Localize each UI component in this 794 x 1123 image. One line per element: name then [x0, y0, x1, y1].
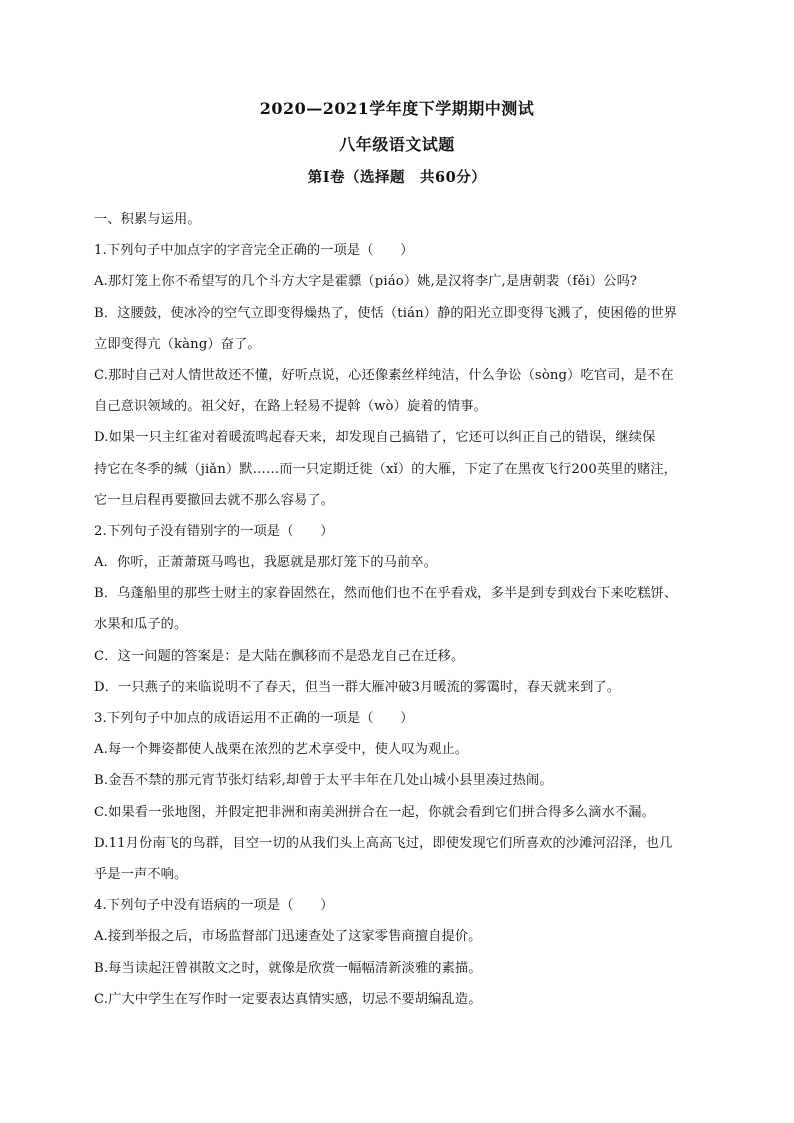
question-1-stem: 1.下列句子中加点字的字音完全正确的一项是（ ）: [94, 243, 414, 259]
question-1-option-b-cont: 立即变得亢（kàng）奋了。: [94, 336, 261, 352]
question-2-stem: 2.下列句子没有错别字的一项是（ ）: [94, 523, 334, 539]
question-3-option-a: A.每一个舞姿都使人战栗在浓烈的艺术享受中，使人叹为观止。: [94, 742, 469, 758]
question-1-option-a: A.那灯笼上你不希望写的几个斗方大字是霍骠（piáo）姚,是汉将李广,是唐朝裴（fěi）公吗?: [94, 274, 638, 290]
question-2-option-b: B．乌蓬船里的那些士财主的家眷固然在，然而他们也不在乎看戏，多半是到专到戏台下来吃糕饼、: [94, 586, 678, 602]
question-3-option-d: D.11月份南飞的鸟群，目空一切的从我们头上高高飞过，即使发现它们所喜欢的沙滩河沼泽，也几: [94, 835, 673, 851]
question-1-option-c-cont: 自己意识领域的。祖父好，在路上轻易不提斡（wò）旋着的情事。: [94, 399, 487, 415]
question-1-option-d: D.如果一只主红雀对着暖流鸣起春天来，却发现自己搞错了，它还可以纠正自己的错误，继续保: [94, 430, 656, 446]
question-3-option-d-cont: 乎是一声不响。: [94, 866, 188, 882]
question-3-option-c: C.如果看一张地图，并假定把非洲和南美洲拼合在一起，你就会看到它们拼合得多么滴水不漏。: [94, 804, 655, 820]
question-3-option-b: B.金吾不禁的那元宵节张灯结彩,却曾于太平丰年在几处山城小县里凑过热闹。: [94, 773, 553, 789]
part-heading: 一、积累与运用。: [94, 212, 201, 227]
question-4-option-b: B.每当读起汪曾祺散文之时，就像是欣赏一幅幅清新淡雅的素描。: [94, 960, 482, 976]
question-1-option-c: C.那时自己对人情世故还不懂，好听点说，心还像素丝样纯洁，什么争讼（sòng）吃官司，是不在: [94, 367, 674, 383]
question-1-option-d-cont: 它一旦启程再要撤回去就不那么容易了。: [94, 492, 335, 508]
section-heading: 第Ⅰ卷（选择题 共60分）: [307, 169, 487, 186]
exam-subtitle: 八年级语文试题: [339, 135, 455, 154]
question-2-option-a: A．你听，正萧萧斑马鸣也，我愿就是那灯笼下的马前卒。: [94, 555, 438, 571]
question-1-option-b: B．这腰鼓，使冰冷的空气立即变得燥热了，使恬（tián）静的阳光立即变得飞溅了，使困倦的世界: [94, 305, 678, 321]
question-4-option-a: A.接到举报之后，市场监督部门迅速查处了这家零售商擅自提价。: [94, 929, 482, 945]
question-2-option-c: C．这一问题的答案是：是大陆在飘移而不是恐龙自己在迁移。: [94, 648, 465, 664]
question-1-option-d-cont: 持它在冬季的缄（jiǎn）默……而一只定期迁徙（xǐ）的大雁，下定了在黑夜飞行200英里的赌注，: [94, 461, 677, 477]
question-body: [94, 204, 704, 1015]
question-3-stem: 3.下列句子中加点的成语运用不正确的一项是（ ）: [94, 711, 414, 726]
question-2-option-d: D．一只燕子的来临说明不了春天，但当一群大雁冲破3月暖流的雾霭时，春天就来到了。: [94, 679, 621, 695]
question-4-stem: 4.下列句子中没有语病的一项是（ ）: [94, 898, 334, 914]
question-2-option-b-cont: 水果和瓜子的。: [94, 617, 188, 633]
exam-title: 2020—2021学年度下学期期中测试: [259, 99, 535, 118]
question-4-option-c: C.广大中学生在写作时一定要表达真情实感，切忌不要胡编乱造。: [94, 991, 482, 1007]
